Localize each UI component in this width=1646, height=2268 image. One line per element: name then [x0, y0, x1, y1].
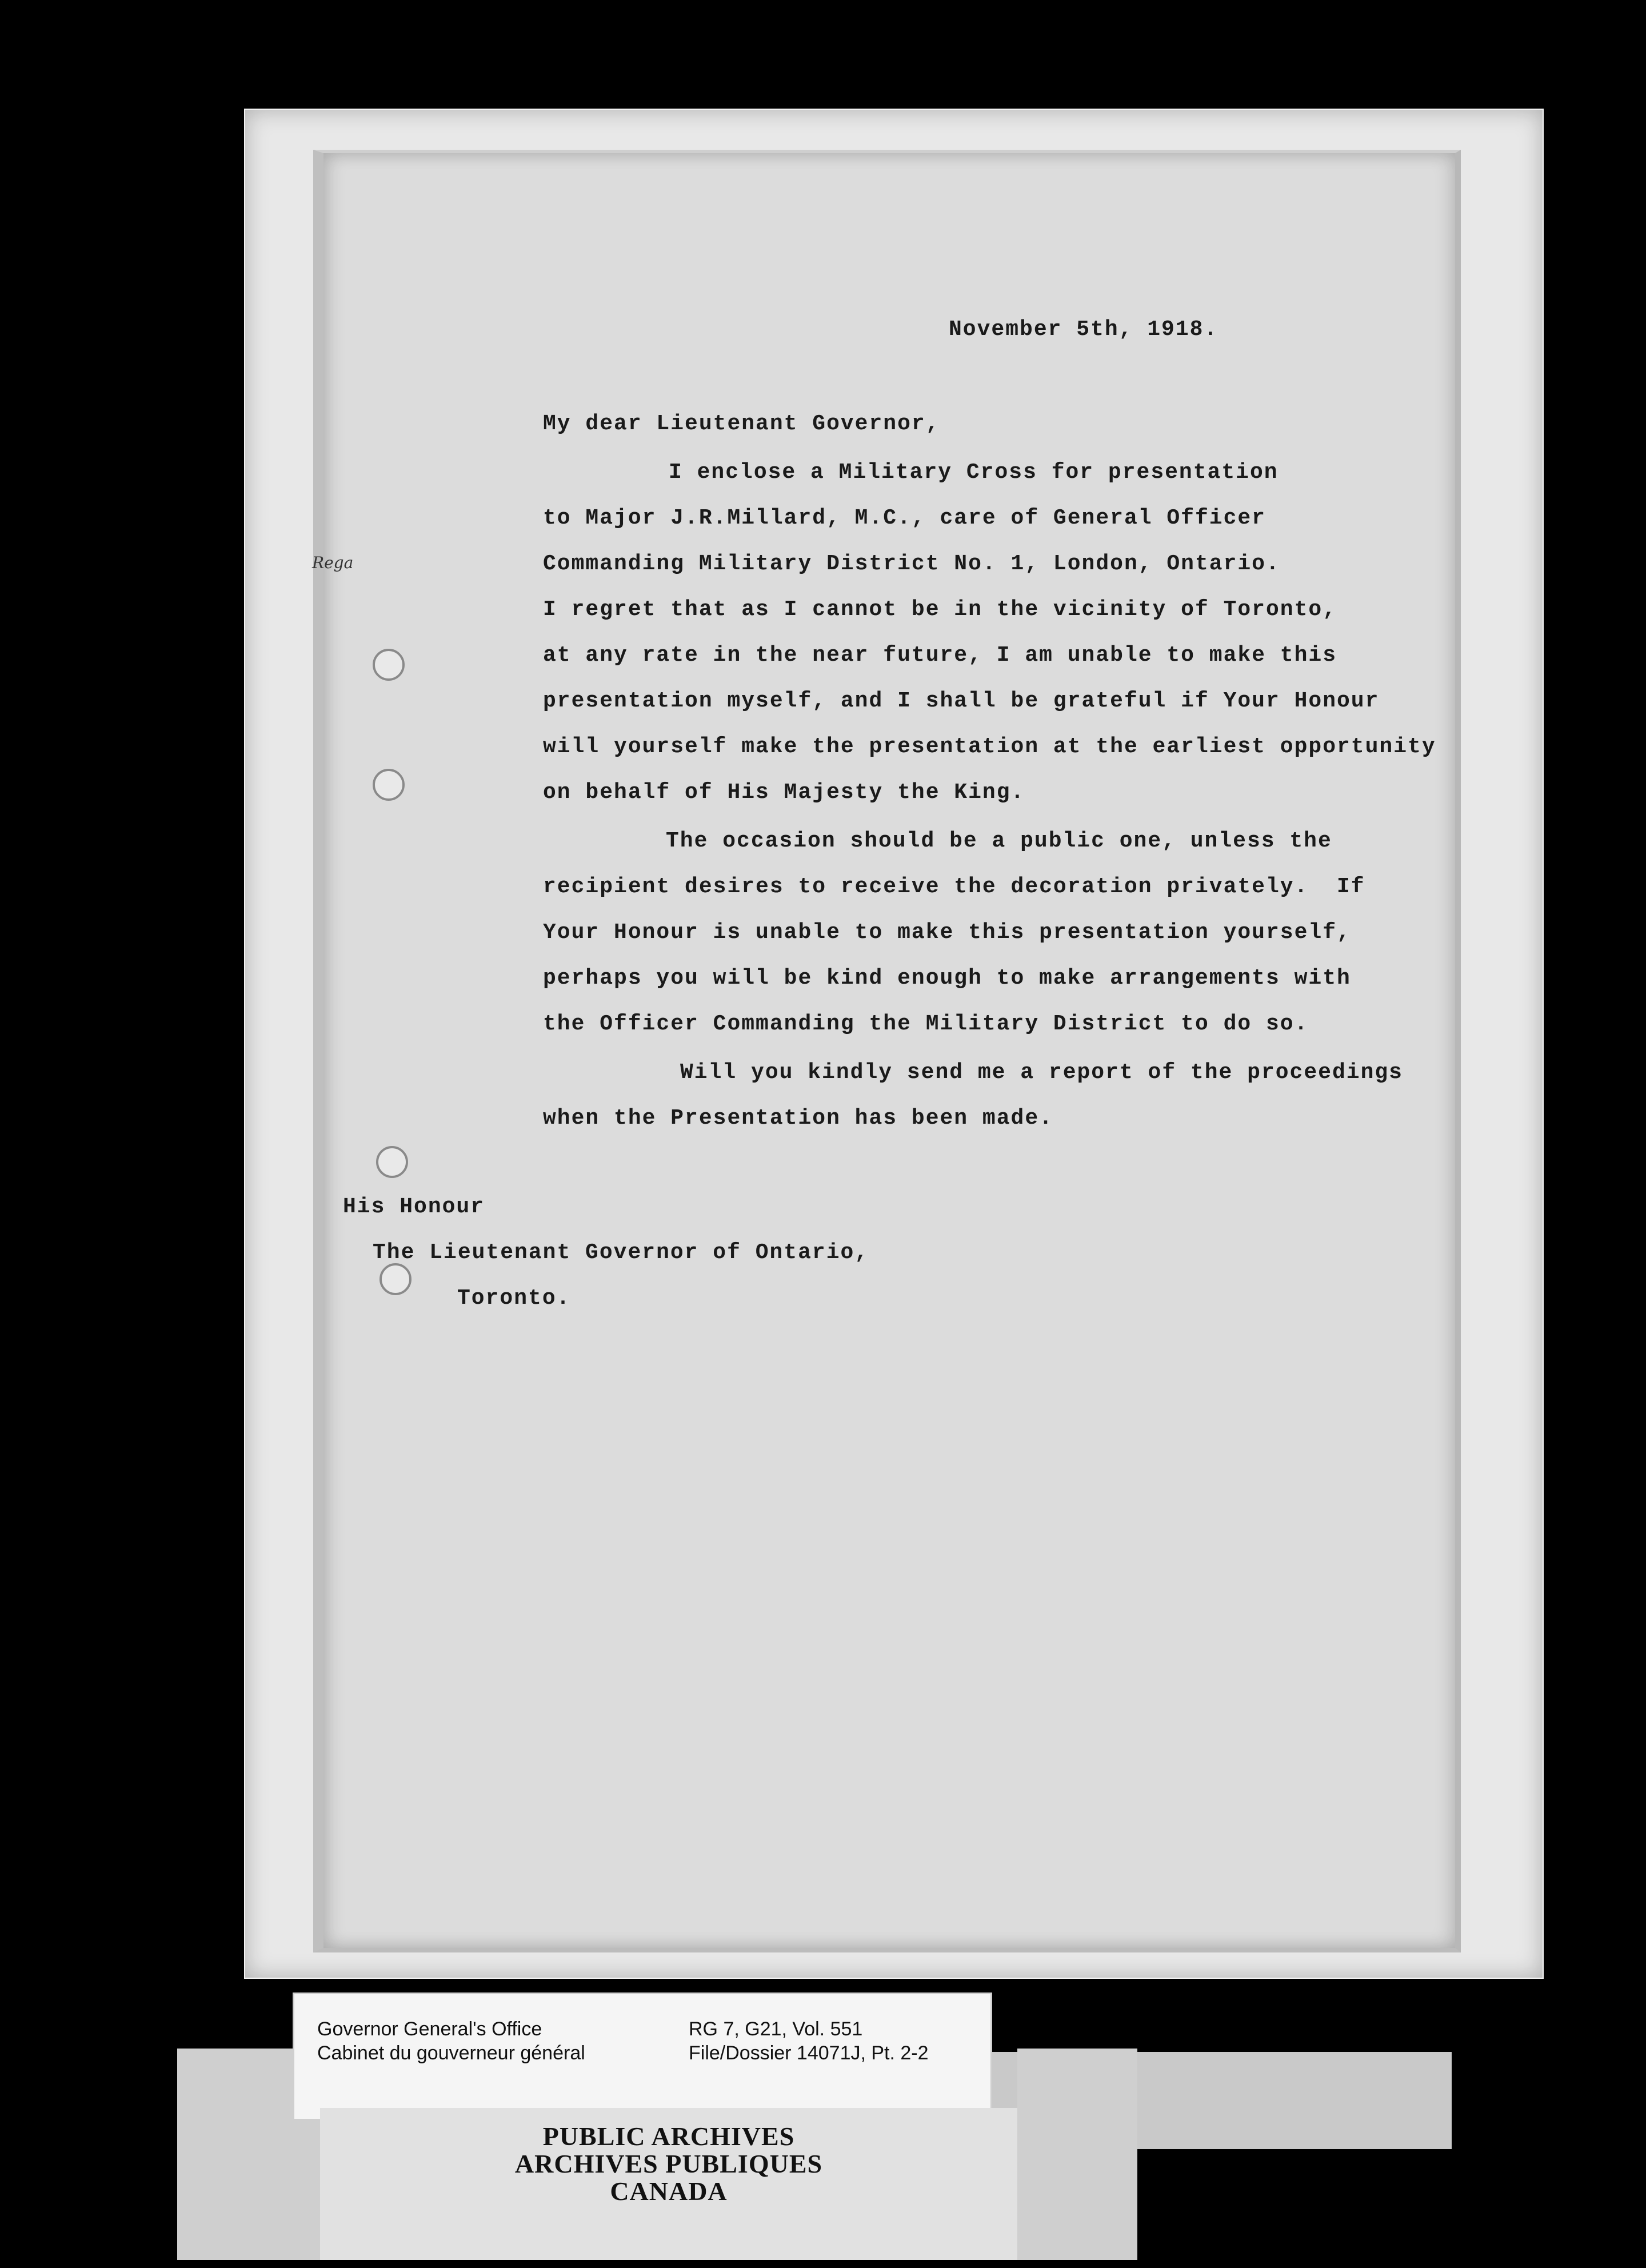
body-line: The occasion should be a public one, unless the [666, 829, 1332, 853]
body-line: at any rate in the near future, I am unable to make this [543, 643, 1337, 668]
body-line: I enclose a Military Cross for presentation [669, 460, 1279, 485]
body-line: when the Presentation has been made. [543, 1106, 1053, 1131]
stamp-line-en: PUBLIC ARCHIVES [542, 2122, 795, 2151]
punch-hole [373, 769, 405, 801]
punch-hole [373, 649, 405, 681]
body-line: presentation myself, and I shall be grateful if Your Honour [543, 689, 1380, 713]
file-reference [689, 2017, 929, 2065]
body-line: will yourself make the presentation at the earliest opportunity [543, 734, 1436, 759]
label-holder-tab [1017, 2049, 1137, 2260]
body-line: Your Honour is unable to make this presentation yourself, [543, 920, 1351, 945]
body-line: to Major J.R.Millard, M.C., care of General Officer [543, 506, 1266, 530]
body-line: Commanding Military District No. 1, London, Ontario. [543, 552, 1280, 576]
letter-date: November 5th, 1918. [949, 317, 1218, 342]
margin-note: Rega [312, 553, 354, 572]
punch-hole [379, 1263, 412, 1295]
stamp-line-country: CANADA [610, 2177, 728, 2206]
stamp-line-fr: ARCHIVES PUBLIQUES [514, 2149, 823, 2178]
body-line: perhaps you will be kind enough to make arrangements with [543, 966, 1351, 991]
address-line: Toronto. [457, 1286, 571, 1311]
archive-stamp [320, 2108, 1017, 2260]
body-line: Will you kindly send me a report of the proceedings [680, 1060, 1403, 1085]
office-name-fr: Cabinet du gouverneur général [317, 2042, 585, 2064]
body-line: the Officer Commanding the Military District to do so. [543, 1012, 1309, 1036]
address-line: The Lieutenant Governor of Ontario, [373, 1240, 869, 1265]
archive-reference-label [293, 1993, 992, 2121]
file-number: File/Dossier 14071J, Pt. 2-2 [689, 2042, 929, 2064]
office-name [317, 2017, 585, 2065]
letter-salutation: My dear Lieutenant Governor, [543, 412, 940, 436]
record-group: RG 7, G21, Vol. 551 [689, 2018, 863, 2040]
body-line: I regret that as I cannot be in the vicinity of Toronto, [543, 597, 1337, 622]
body-line: recipient desires to receive the decoration privately. If [543, 875, 1365, 899]
body-line: on behalf of His Majesty the King. [543, 780, 1025, 805]
address-line: His Honour [343, 1195, 485, 1219]
office-name-en: Governor General's Office [317, 2018, 542, 2040]
punch-hole [376, 1146, 408, 1178]
